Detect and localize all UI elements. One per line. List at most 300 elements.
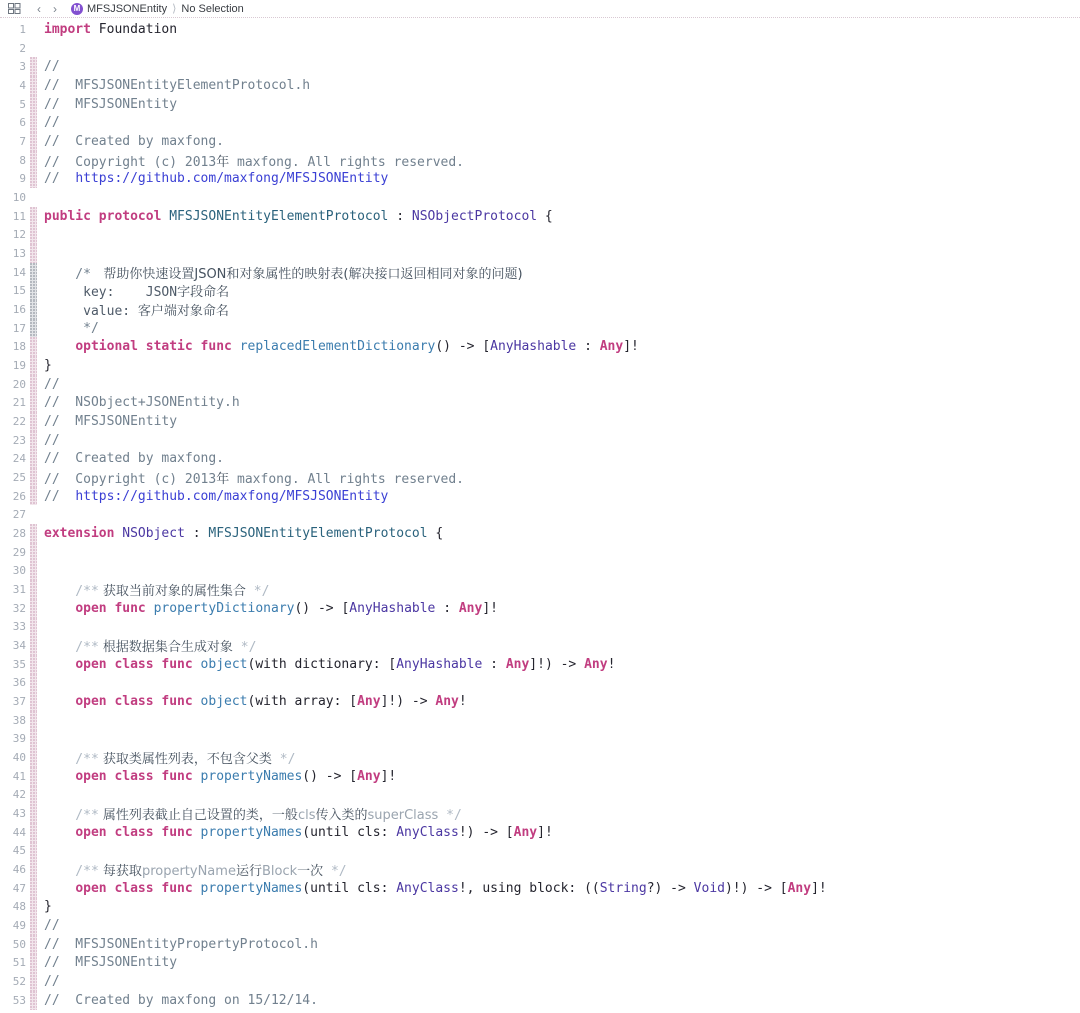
code-text[interactable] — [37, 321, 99, 336]
code-token: replacedElementDictionary — [239, 339, 436, 355]
line-number[interactable]: 8 — [19, 153, 26, 167]
code-text[interactable] — [37, 601, 498, 616]
change-bar — [30, 263, 37, 282]
line-number[interactable]: 46 — [12, 863, 26, 877]
line-number[interactable]: 44 — [12, 825, 26, 839]
code-line — [0, 636, 1080, 655]
code-token — [193, 825, 201, 840]
change-bar — [30, 580, 37, 599]
line-number[interactable]: 24 — [12, 452, 26, 466]
jump-bar — [0, 0, 1080, 18]
code-token: /** — [44, 752, 99, 768]
code-text[interactable] — [37, 468, 464, 487]
line-number[interactable]: 45 — [12, 844, 26, 858]
code-token: // MFSJSONEntityElementProtocol.h — [44, 77, 311, 93]
code-line — [0, 860, 1080, 879]
line-number[interactable]: 11 — [12, 209, 26, 223]
code-token: 年 — [216, 471, 230, 487]
code-token: */ — [271, 752, 296, 768]
line-number[interactable]: 34 — [12, 639, 26, 652]
line-number[interactable]: 14 — [12, 265, 26, 279]
line-number[interactable]: 48 — [12, 900, 26, 914]
code-token — [44, 339, 75, 354]
line-number[interactable]: 27 — [12, 508, 26, 522]
code-token — [44, 769, 75, 784]
code-line — [0, 263, 1080, 282]
code-token: // Copyright (c) 2013 — [44, 154, 217, 170]
code-token: Any — [458, 600, 483, 616]
code-token: ! — [607, 656, 616, 672]
code-token: () -> [ — [294, 600, 350, 616]
line-number[interactable]: 33 — [12, 620, 26, 634]
change-bar-empty — [30, 505, 37, 524]
line-number[interactable]: 28 — [12, 526, 26, 540]
code-token: : — [482, 656, 506, 672]
code-line — [0, 431, 1080, 450]
code-token: String — [599, 880, 647, 896]
code-line — [0, 281, 1080, 300]
code-token: 运行 — [235, 864, 262, 880]
code-line — [0, 580, 1080, 599]
code-token: !) -> [ — [458, 824, 514, 840]
change-bar — [30, 954, 37, 973]
change-bar — [30, 711, 37, 730]
change-bar — [30, 412, 37, 431]
line-number[interactable]: 52 — [12, 975, 26, 989]
code-token: propertyName — [141, 864, 236, 880]
change-bar — [30, 543, 37, 562]
code-token: open class func — [75, 694, 193, 710]
code-line — [0, 319, 1080, 338]
code-text[interactable] — [37, 636, 256, 655]
code-token: // Copyright (c) 2013 — [44, 471, 217, 487]
back-icon[interactable]: ‹ — [37, 1, 41, 16]
code-token: cls — [297, 808, 316, 824]
code-token: open func — [75, 600, 146, 616]
code-token: 每获取 — [98, 864, 142, 880]
line-number[interactable]: 20 — [12, 377, 26, 391]
change-bar — [30, 879, 37, 898]
code-text[interactable] — [37, 115, 60, 130]
code-token: // MFSJSONEntity — [44, 955, 178, 971]
line-number[interactable]: 26 — [12, 489, 26, 503]
code-token: value: — [44, 303, 138, 319]
code-line — [0, 711, 1080, 730]
code-token: propertyNames — [200, 824, 303, 840]
code-line — [0, 804, 1080, 823]
change-bar — [30, 674, 37, 693]
code-line — [0, 151, 1080, 170]
code-text[interactable] — [37, 804, 462, 823]
code-text[interactable] — [37, 526, 443, 541]
change-bar — [30, 972, 37, 991]
code-token: // — [44, 918, 60, 934]
code-text[interactable] — [37, 881, 827, 896]
code-token: */ — [245, 584, 270, 599]
code-line — [0, 95, 1080, 114]
code-text[interactable] — [37, 97, 177, 112]
code-text[interactable] — [37, 209, 553, 224]
code-token: Block — [261, 864, 298, 880]
code-token: ]! — [811, 880, 827, 896]
code-line — [0, 393, 1080, 412]
change-bar — [30, 916, 37, 935]
line-number[interactable]: 12 — [12, 228, 26, 242]
change-bar — [30, 823, 37, 842]
code-token: : — [388, 208, 412, 224]
line-number[interactable]: 36 — [12, 676, 26, 690]
change-bar-empty — [30, 188, 37, 207]
code-token: optional static func — [75, 339, 232, 355]
code-token: 根据数据集合生成对象 — [98, 640, 233, 656]
line-number[interactable]: 15 — [12, 284, 26, 298]
code-token: superClass — [367, 808, 439, 824]
code-line — [0, 898, 1080, 917]
code-line — [0, 618, 1080, 637]
line-number[interactable]: 38 — [12, 713, 26, 727]
code-text[interactable] — [37, 580, 269, 599]
change-bar — [30, 524, 37, 543]
code-token: AnyHashable — [396, 656, 483, 672]
code-text[interactable] — [37, 22, 177, 37]
code-token: : — [576, 339, 600, 355]
code-token: */ — [438, 808, 462, 824]
code-line — [0, 20, 1080, 39]
code-token: */ — [323, 864, 347, 880]
code-text[interactable] — [37, 414, 177, 429]
change-bar — [30, 169, 37, 188]
code-token: (with dictionary: [ — [247, 656, 397, 672]
change-bar — [30, 225, 37, 244]
code-line — [0, 748, 1080, 767]
code-token: (with array: [ — [247, 694, 358, 710]
change-bar — [30, 76, 37, 95]
code-text[interactable] — [37, 78, 310, 93]
change-bar — [30, 842, 37, 861]
change-bar — [30, 991, 37, 1010]
code-text[interactable] — [37, 171, 388, 186]
line-number[interactable]: 13 — [12, 246, 26, 260]
line-number[interactable]: 19 — [12, 358, 26, 372]
change-bar — [30, 618, 37, 637]
change-bar — [30, 599, 37, 618]
code-token: */ — [44, 320, 99, 336]
code-line — [0, 786, 1080, 805]
code-token: 传入类的 — [315, 808, 368, 824]
code-token: // — [44, 376, 60, 392]
code-line — [0, 823, 1080, 842]
code-text[interactable] — [37, 955, 177, 970]
code-token: (until cls: — [302, 880, 397, 896]
code-token: MFSJSONEntityElementProtocol — [169, 208, 389, 224]
line-number[interactable]: 4 — [19, 78, 26, 92]
code-token: 字段命名 — [177, 285, 230, 301]
line-number[interactable]: 51 — [12, 956, 26, 970]
line-number[interactable]: 43 — [12, 807, 26, 821]
code-token: open class func — [75, 768, 193, 784]
code-line — [0, 730, 1080, 749]
code-token: /** — [44, 640, 99, 656]
code-text[interactable] — [37, 974, 60, 989]
code-token: ]!) -> — [529, 656, 585, 672]
change-bar — [30, 431, 37, 450]
code-token — [44, 825, 75, 840]
code-text[interactable] — [37, 395, 240, 410]
code-token: // NSObject+JSONEntity.h — [44, 395, 240, 411]
line-number[interactable]: 1 — [19, 22, 26, 36]
code-editor[interactable] — [0, 18, 1080, 1010]
code-line — [0, 692, 1080, 711]
breadcrumb-file[interactable]: MFSJSONEntity — [87, 2, 168, 15]
code-token: extension — [44, 525, 115, 541]
change-bar — [30, 356, 37, 375]
change-bar — [30, 692, 37, 711]
code-text[interactable] — [37, 993, 318, 1008]
line-number[interactable]: 42 — [12, 788, 26, 802]
code-token: NSObject — [122, 525, 185, 541]
related-items-icon[interactable] — [8, 3, 21, 14]
change-bar — [30, 898, 37, 917]
code-token: () -> [ — [435, 339, 491, 355]
change-bar — [30, 393, 37, 412]
code-text[interactable] — [37, 134, 224, 149]
code-line — [0, 132, 1080, 151]
code-token: public protocol — [44, 208, 162, 224]
code-text[interactable] — [37, 377, 60, 392]
line-number[interactable]: 16 — [12, 302, 26, 316]
code-text[interactable] — [37, 860, 347, 879]
code-token: { — [537, 208, 553, 224]
code-line — [0, 412, 1080, 431]
line-number[interactable]: 9 — [19, 172, 26, 186]
line-number[interactable]: 30 — [12, 564, 26, 578]
forward-icon[interactable]: › — [53, 1, 57, 16]
code-token: object — [200, 694, 248, 710]
code-token: maxfong. All rights reserved. — [229, 471, 465, 487]
code-token: 属性列表截止自己设置的类，一般 — [98, 808, 298, 824]
code-line — [0, 991, 1080, 1010]
change-bar — [30, 767, 37, 786]
code-token: : — [184, 525, 209, 541]
code-line — [0, 916, 1080, 935]
code-token: // — [44, 59, 60, 75]
code-line — [0, 543, 1080, 562]
code-token: /** — [44, 808, 99, 824]
code-token: AnyClass — [396, 880, 459, 896]
code-line — [0, 561, 1080, 580]
code-token: // — [44, 974, 60, 990]
line-number[interactable]: 25 — [12, 470, 26, 484]
code-token: 年 — [216, 154, 230, 170]
code-line — [0, 57, 1080, 76]
code-token: ]! — [623, 339, 639, 355]
code-token: Any — [435, 694, 459, 710]
code-line — [0, 356, 1080, 375]
code-token: MFSJSONEntityElementProtocol — [208, 525, 428, 541]
code-token: Any — [787, 880, 812, 896]
code-token: // — [44, 171, 76, 187]
swift-file-icon: M — [71, 3, 83, 15]
line-number[interactable]: 6 — [19, 116, 26, 130]
code-token: // MFSJSONEntity — [44, 96, 178, 112]
code-text[interactable] — [37, 151, 464, 170]
code-text[interactable] — [37, 918, 60, 933]
line-number[interactable]: 22 — [12, 414, 26, 428]
change-bar — [30, 132, 37, 151]
breadcrumb-selection[interactable]: No Selection — [181, 2, 244, 15]
code-token: Foundation — [90, 21, 178, 37]
code-token: Any — [505, 656, 530, 672]
code-text[interactable] — [37, 748, 295, 767]
change-bar-empty — [30, 20, 37, 39]
line-number[interactable]: 2 — [19, 41, 26, 55]
change-bar — [30, 449, 37, 468]
code-token — [193, 657, 201, 672]
code-line — [0, 767, 1080, 786]
code-text[interactable] — [37, 694, 467, 709]
code-token: } — [44, 357, 52, 373]
code-line — [0, 337, 1080, 356]
change-bar — [30, 375, 37, 394]
change-bar — [30, 935, 37, 954]
code-token: propertyNames — [200, 880, 303, 896]
line-number[interactable]: 35 — [12, 657, 26, 671]
code-token: https://github.com/maxfong/MFSJSONEntity — [75, 171, 389, 187]
code-line — [0, 524, 1080, 543]
code-token: Any — [357, 768, 381, 784]
change-bar — [30, 468, 37, 487]
code-text[interactable] — [37, 339, 639, 354]
code-line — [0, 954, 1080, 973]
code-token — [232, 339, 240, 354]
change-bar — [30, 748, 37, 767]
code-token: 获取当前对象的属性集合 — [98, 584, 246, 599]
code-token: /* — [44, 266, 91, 282]
code-text[interactable] — [37, 899, 52, 914]
change-bar — [30, 655, 37, 674]
line-number[interactable]: 21 — [12, 396, 26, 410]
code-text[interactable] — [37, 358, 52, 373]
code-text[interactable] — [37, 825, 553, 840]
code-token: )!) -> [ — [724, 880, 788, 896]
breadcrumb-separator-icon: ⟩ — [172, 3, 177, 15]
change-bar — [30, 804, 37, 823]
code-text[interactable] — [37, 769, 396, 784]
code-text[interactable] — [37, 300, 229, 319]
line-number[interactable]: 29 — [12, 545, 26, 559]
code-token — [193, 769, 201, 784]
change-bar — [30, 95, 37, 114]
line-number[interactable]: 7 — [19, 134, 26, 148]
code-token: propertyNames — [200, 768, 303, 784]
line-number[interactable]: 18 — [12, 340, 26, 354]
code-token: ]! — [537, 824, 553, 840]
line-number[interactable]: 17 — [12, 321, 26, 335]
code-token: // — [44, 432, 60, 448]
code-line — [0, 674, 1080, 693]
change-bar — [30, 319, 37, 338]
code-line — [0, 375, 1080, 394]
code-line — [0, 972, 1080, 991]
code-text[interactable] — [37, 433, 60, 448]
code-line — [0, 487, 1080, 506]
code-text[interactable] — [37, 937, 318, 952]
code-text[interactable] — [37, 263, 523, 282]
code-token: open class func — [75, 656, 193, 672]
code-token: object — [200, 656, 248, 672]
line-number[interactable]: 10 — [12, 190, 26, 204]
code-token: open class func — [75, 880, 193, 896]
code-line — [0, 655, 1080, 674]
code-token: // — [44, 115, 60, 131]
change-bar — [30, 730, 37, 749]
code-token: AnyHashable — [349, 600, 436, 616]
line-number[interactable]: 31 — [12, 582, 26, 596]
change-bar — [30, 786, 37, 805]
code-text[interactable] — [37, 59, 60, 74]
code-token: AnyClass — [396, 824, 459, 840]
code-token: ]!) -> — [380, 694, 436, 710]
line-number[interactable]: 3 — [19, 60, 26, 74]
code-line — [0, 505, 1080, 524]
code-text[interactable] — [37, 657, 615, 672]
code-line — [0, 599, 1080, 618]
change-bar — [30, 151, 37, 170]
line-number[interactable]: 32 — [12, 601, 26, 615]
line-number[interactable]: 5 — [19, 97, 26, 111]
code-token: 帮助你快速设置JSON和对象属性的映射表(解决接口返回相同对象的问题) — [90, 266, 523, 282]
code-token: : — [435, 600, 459, 616]
line-number[interactable]: 23 — [12, 433, 26, 447]
change-bar — [30, 636, 37, 655]
code-token: 获取类属性列表，不包含父类 — [98, 752, 272, 768]
code-text[interactable] — [37, 451, 224, 466]
code-line — [0, 188, 1080, 207]
code-token: () -> [ — [302, 768, 358, 784]
code-token — [146, 601, 154, 616]
code-token: { — [427, 525, 444, 541]
code-text[interactable] — [37, 281, 229, 300]
code-token: propertyDictionary — [153, 600, 295, 616]
code-token: (until cls: — [302, 824, 397, 840]
code-token: Any — [513, 824, 538, 840]
line-number[interactable]: 50 — [12, 937, 26, 951]
line-number[interactable]: 41 — [12, 769, 26, 783]
line-number[interactable]: 39 — [12, 732, 26, 746]
code-line — [0, 113, 1080, 132]
code-line — [0, 842, 1080, 861]
code-token: Any — [599, 339, 624, 355]
code-token: !, using block: (( — [458, 880, 600, 896]
line-number[interactable]: 47 — [12, 881, 26, 895]
code-token: ! — [458, 694, 467, 710]
line-number[interactable]: 40 — [12, 751, 26, 765]
code-token — [44, 881, 75, 896]
code-line — [0, 449, 1080, 468]
change-bar — [30, 487, 37, 506]
code-token: Any — [357, 694, 381, 710]
line-number[interactable]: 49 — [12, 919, 26, 933]
code-token: // — [44, 488, 76, 504]
code-text[interactable] — [37, 489, 388, 504]
code-line — [0, 76, 1080, 95]
code-token: // Created by maxfong. — [44, 451, 225, 467]
code-token: /** — [44, 864, 99, 880]
code-token — [193, 694, 201, 709]
code-line — [0, 468, 1080, 487]
line-number[interactable]: 53 — [12, 993, 26, 1007]
line-number[interactable]: 37 — [12, 695, 26, 709]
